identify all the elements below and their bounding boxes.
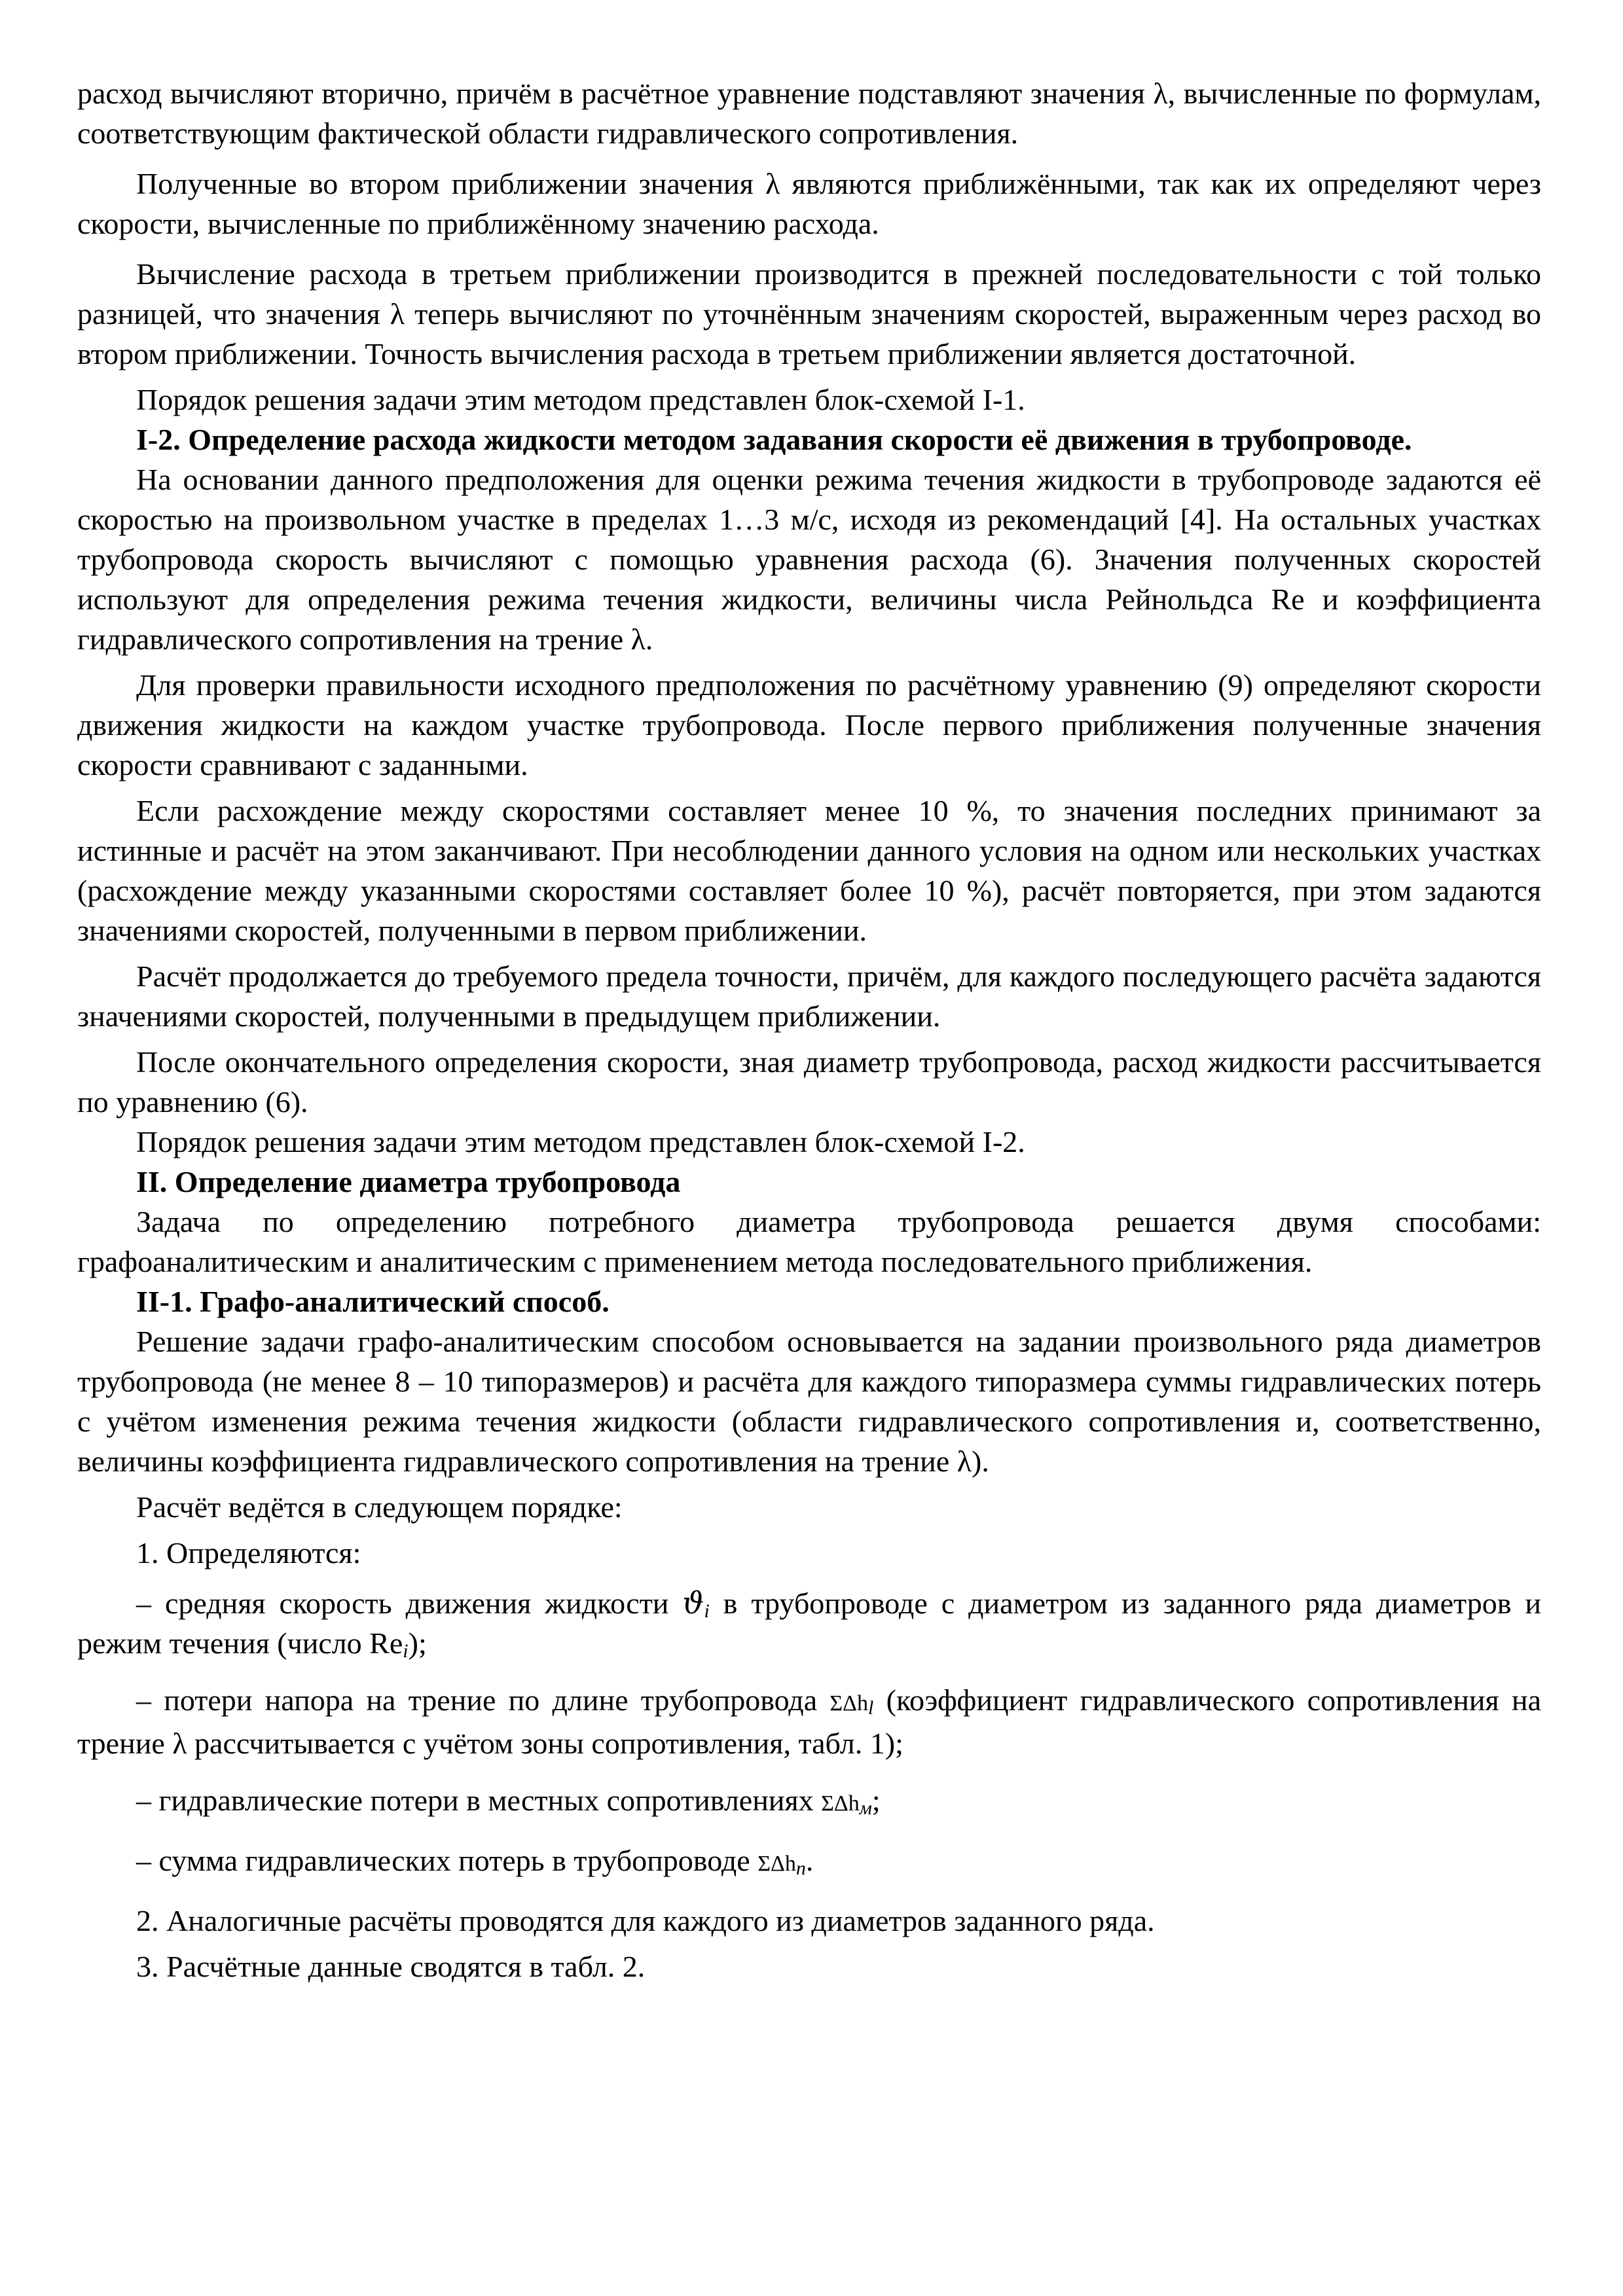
section-heading-ii: II. Определение диаметра трубопровода xyxy=(136,1165,681,1198)
list-item-text: ); xyxy=(408,1626,427,1660)
symbol-subscript: i xyxy=(704,1600,710,1622)
symbol-subscript: п xyxy=(795,1857,806,1879)
list-heading: 1. Определяются: xyxy=(136,1536,361,1570)
paragraph: 2. Аналогичные расчёты проводятся для каждого из диаметров заданного ряда. xyxy=(136,1904,1155,1937)
list-item-text: – сумма гидравлических потерь в трубопроводе xyxy=(136,1844,750,1877)
head-loss-symbol: ΣΔh xyxy=(830,1691,869,1715)
paragraph: Порядок решения задачи этим методом представлен блок-схемой I-1. xyxy=(136,383,1025,416)
list-item xyxy=(77,1840,1541,1884)
paragraph: Задача по определению потребного диаметра трубопровода решается двумя способами: графоаналитическим и аналитическим с применением метода последовательного приближения. xyxy=(77,1205,1541,1278)
document-page xyxy=(77,73,1541,1986)
paragraph: 3. Расчётные данные сводятся в табл. 2. xyxy=(136,1950,646,1983)
list-item-text: ; xyxy=(871,1784,881,1817)
paragraph: После окончательного определения скорости, зная диаметр трубопровода, расход жидкости рассчитывается по уравнению (6). xyxy=(77,1045,1541,1119)
velocity-symbol: ϑ xyxy=(682,1585,704,1621)
section-heading-ii1: II-1. Графо-аналитический способ. xyxy=(136,1285,610,1318)
list-item-text: – гидравлические потери в местных сопротивлениях xyxy=(136,1784,814,1817)
paragraph: На основании данного предположения для оценки режима течения жидкости в трубопроводе задаются её скоростью на произвольном участке в пределах 1…3 м/с, исходя из рекомендаций [4]. На остальных участках трубопровода скорость вычисляют с помощью уравнения расхода (6). Значения полученных скоростей используют для определения режима течения жидкости, величины числа Рейнольдса Re и коэффициента гидравлического сопротивления на трение λ. xyxy=(77,463,1541,656)
section-heading-i2: I-2. Определение расхода жидкости методом задавания скорости её движения в трубопроводе. xyxy=(136,423,1412,456)
list-item xyxy=(77,1680,1541,1763)
paragraph: Если расхождение между скоростями составляет менее 10 %, то значения последних принимают за истинные и расчёт на этом заканчивают. При несоблюдении данного условия на одном или нескольких участках (расхождение между указанными скоростями составляет более 10 %), расчёт повторяется, при этом задаются значениями скоростей, полученными в первом приближении. xyxy=(77,794,1541,947)
list-item xyxy=(77,1780,1541,1823)
list-item-text: (коэффициент гидравлического сопротивления на трение λ рассчитывается с учётом зоны сопротивления, табл. 1); xyxy=(77,1683,1541,1760)
paragraph: Порядок решения задачи этим методом представлен блок-схемой I-2. xyxy=(136,1125,1025,1158)
list-item xyxy=(77,1583,1541,1663)
list-item-text: – потери напора на трение по длине трубопровода xyxy=(136,1683,818,1717)
list-item-text: . xyxy=(805,1844,814,1877)
paragraph: Решение задачи графо-аналитическим способом основывается на задании произвольного ряда диаметров трубопровода (не менее 8 – 10 типоразмеров) и расчёта для каждого типоразмера суммы гидравлических потерь с учётом изменения режима течения жидкости (области гидравлического сопротивления и, соответственно, величины коэффициента гидравлического сопротивления на трение λ). xyxy=(77,1325,1541,1478)
paragraph: Полученные во втором приближении значения λ являются приближёнными, так как их определяют через скорости, вычисленные по приближённому значению расхода. xyxy=(77,167,1541,240)
symbol-subscript: м xyxy=(859,1797,872,1819)
paragraph: Для проверки правильности исходного предположения по расчётному уравнению (9) определяют скорости движения жидкости на каждом участке трубопровода. После первого приближения полученные значения скорости сравнивают с заданными. xyxy=(77,668,1541,781)
paragraph: расход вычисляют вторично, причём в расчётное уравнение подставляют значения λ, вычисленные по формулам, соответствующим фактической области гидравлического сопротивления. xyxy=(77,77,1541,150)
symbol-subscript: l xyxy=(868,1697,874,1719)
list-item-text: в трубопроводе с диаметром из заданного ряда диаметров и режим течения (число Re xyxy=(77,1587,1542,1660)
local-loss-symbol: ΣΔh xyxy=(821,1791,860,1816)
symbol-subscript: i xyxy=(403,1640,409,1662)
paragraph: Расчёт продолжается до требуемого предела точности, причём, для каждого последующего расчёта задаются значениями скоростей, полученными в предыдущем приближении. xyxy=(77,960,1541,1033)
paragraph: Вычисление расхода в третьем приближении производится в прежней последовательности с той только разницей, что значения λ теперь вычисляют по уточнённым значениям скоростей, выраженным через расход во втором приближении. Точность вычисления расхода в третьем приближении является достаточной. xyxy=(77,257,1541,370)
paragraph: Расчёт ведётся в следующем порядке: xyxy=(136,1490,623,1524)
total-loss-symbol: ΣΔh xyxy=(757,1852,796,1876)
list-item-text: – средняя скорость движения жидкости xyxy=(136,1587,669,1620)
